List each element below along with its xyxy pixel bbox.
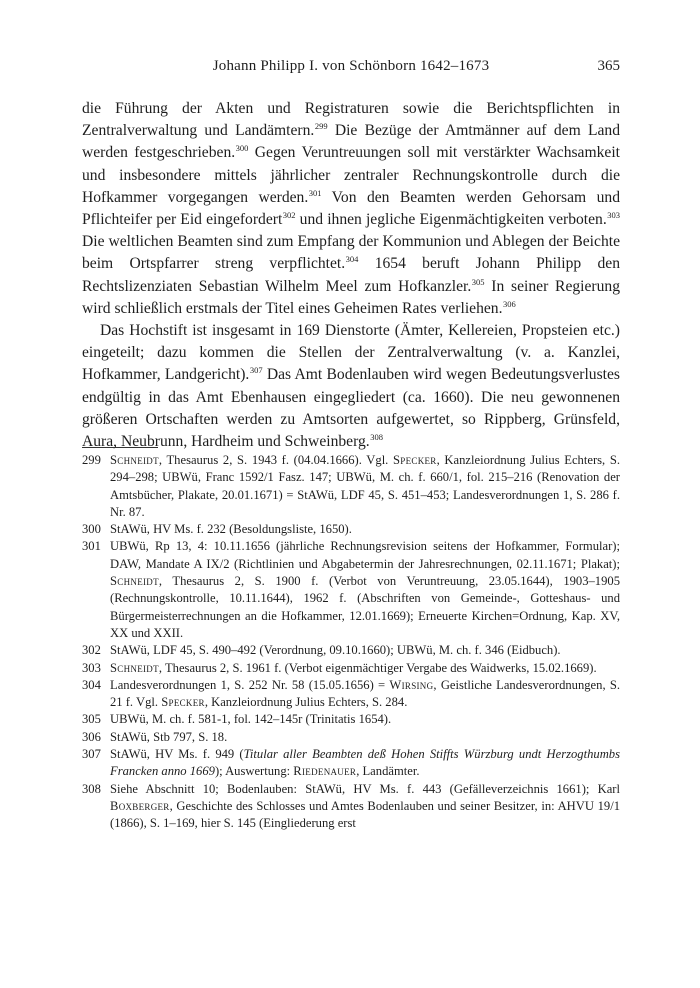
- author-name: Schneidt: [110, 660, 159, 675]
- author-name: Schneidt: [110, 574, 159, 589]
- footnote-ref-300[interactable]: 300: [235, 143, 249, 154]
- text-span: StAWü, HV Ms. f. 232 (Besoldungsliste, 1650).: [110, 522, 352, 537]
- footnote-ref-301[interactable]: 301: [308, 187, 322, 198]
- paragraph-2: [82, 320, 620, 453]
- text-span: die Führung der Akten und Registraturen sowie die Berichtspflichten in Zentralverwaltung und Landämtern.: [82, 100, 620, 140]
- text-span: StAWü, HV Ms. f. 949 (: [110, 747, 244, 762]
- footnote-text: [110, 538, 620, 642]
- text-span: ); Auswertung:: [214, 764, 294, 779]
- footnote-text: [110, 781, 620, 833]
- running-header: [82, 58, 620, 82]
- footnote-number: 306: [82, 729, 101, 744]
- footnote-306: [82, 729, 620, 746]
- paragraph-1: [82, 98, 620, 320]
- footnote-number: 308: [82, 781, 101, 796]
- footnote-text: [110, 521, 620, 538]
- footnote-308: [82, 781, 620, 833]
- footnote-305: [82, 711, 620, 728]
- footnote-text: [110, 452, 620, 521]
- text-span: Das Hochstift ist insgesamt in 169 Dienstorte (Ämter, Kellereien, Propsteien etc.) eingeteilt; dazu kommen die Stellen der Zentralverwaltung (v. a. Kanzlei, Hofkammer, Landgericht).: [82, 322, 620, 384]
- author-name: Riedenauer: [293, 764, 357, 779]
- text-span: , Landämter.: [356, 764, 420, 779]
- author-name: Specker: [393, 453, 437, 467]
- footnote-ref-304[interactable]: 304: [345, 254, 359, 265]
- text-span: , Kanzleiordnung Julius Echters, S. 284.: [204, 695, 408, 710]
- footnote-ref-302[interactable]: 302: [282, 210, 296, 221]
- author-name: Wirsing: [389, 677, 434, 692]
- footnote-ref-308[interactable]: 308: [370, 432, 383, 443]
- footnote-text: [110, 746, 620, 781]
- footnote-number: 303: [82, 660, 101, 675]
- text-span: , Geschichte des Schlosses und Amtes Bodenlauben und seiner Besitzer, in: AHVU 19/1 (1866), S. 1–169, hier S. 145 (Eingliederung erst: [110, 798, 620, 831]
- footnote-text: [110, 711, 620, 728]
- footnote-text: [110, 660, 620, 677]
- footnote-303: [82, 660, 620, 677]
- footnote-301: [82, 538, 620, 642]
- footnote-text: [110, 677, 620, 712]
- text-span: , Kanzleiordnung Julius Echters, S. 294–298; UBWü, Franc 1592/1 Fasz. 147; UBWü, M. ch. f. 660/1, fol. 215–216 (Renovation der Amtsbücher, Plakate, 20.01.1671) = StAWü, LDF 45, S. 451–453; Landesverordnungen 1, S. 286 f. Nr. 87.: [110, 453, 620, 519]
- author-name: Schneidt: [110, 453, 159, 467]
- text-span: In seiner Regierung wird schließlich erstmals der Titel eines Geheimen Rates verliehen.: [82, 277, 621, 317]
- footnote-number: 300: [82, 522, 101, 537]
- text-span: UBWü, M. ch. f. 581-1, fol. 142–145r (Trinitatis 1654).: [110, 712, 392, 727]
- text-span: , Thesaurus 2, S. 1961 f. (Verbot eigenmächtiger Vergabe des Waidwerks, 15.02.1669).: [158, 660, 597, 675]
- footnote-300: [82, 521, 620, 538]
- footnote-number: 304: [82, 677, 101, 692]
- author-name: Boxberger: [110, 798, 170, 813]
- author-name: Specker: [161, 695, 205, 710]
- text-span: Die weltlichen Beamten sind zum Empfang der Kommunion und Ablegen der Beichte beim Ortspfarrer streng verpflichtet.: [82, 233, 620, 273]
- running-title: Johann Philipp I. von Schönborn 1642–1673: [212, 58, 490, 74]
- footnote-number: 302: [82, 643, 101, 658]
- footnote-ref-305[interactable]: 305: [471, 276, 485, 287]
- italic-title: Titular aller Beambten deß Hohen Stiffts Würzburg undt Herzogthumbs Francken anno 1669: [110, 747, 620, 779]
- text-span: Von den Beamten werden Gehorsam und Pflichteifer per Eid eingefordert: [82, 188, 620, 229]
- text-span: UBWü, Rp 13, 4: 10.11.1656 (jährliche Rechnungsrevision seitens der Hofkammer, Formular); DAW, Mandate A IX/2 (Richtlinien und Abgabetermin der Jahresrechnungen, 02.11.1671; Plakat);: [110, 539, 620, 571]
- footnote-ref-299[interactable]: 299: [314, 121, 328, 132]
- page-number: 365: [597, 58, 620, 74]
- text-span: StAWü, Stb 797, S. 18.: [110, 729, 228, 744]
- footnote-number: 299: [82, 453, 101, 467]
- footnote-number: 305: [82, 712, 101, 727]
- text-span: , Thesaurus 2, S. 1943 f. (04.04.1666). Vgl.: [158, 453, 393, 467]
- footnote-ref-307[interactable]: 307: [249, 365, 263, 376]
- footnote-ref-306[interactable]: 306: [503, 298, 516, 309]
- footnote-number: 307: [82, 747, 101, 762]
- footnote-ref-303[interactable]: 303: [607, 210, 620, 221]
- text-span: Siehe Abschnitt 10; Bodenlauben: StAWü, HV Ms. f. 443 (Gefälleverzeichnis 1661); Karl: [110, 781, 620, 796]
- text-span: Das Amt Bodenlauben wird wegen Bedeutungsverlustes endgültig in das Amt Ebenhausen eingegliedert (ca. 1660). Die neu gewonnenen größeren Ortschaften werden zu Amtsorten aufgewertet, so Rippberg, Grünsfeld, Aura, Neubrunn, Hardheim und Schweinberg.: [82, 366, 620, 451]
- footnote-299: [82, 452, 620, 521]
- text-span: Gegen Veruntreuungen soll mit verstärkter Wachsamkeit und insbesondere mittels jährlicher zentraler Rechnungskontrolle durch die Hofkammer vorgegangen werden.: [82, 144, 620, 206]
- text-span: , Geistliche Landesverordnungen, S. 21 f. Vgl.: [110, 677, 621, 710]
- footnote-text: [110, 729, 620, 746]
- footnote-304: [82, 677, 620, 712]
- main-text: [82, 98, 620, 453]
- text-span: Landesverordnungen 1, S. 252 Nr. 58 (15.05.1656) =: [110, 677, 390, 692]
- text-span: und ihnen jegliche Eigenmächtigkeiten verboten.: [295, 211, 607, 229]
- text-span: StAWü, LDF 45, S. 490–492 (Verordnung, 09.10.1660); UBWü, M. ch. f. 346 (Eidbuch).: [110, 643, 561, 658]
- footnote-302: [82, 642, 620, 659]
- footnote-separator: [82, 447, 158, 448]
- text-span: , Thesaurus 2, S. 1900 f. (Verbot von Veruntreuung, 23.05.1644), 1903–1905 (Rechnungskontrolle, 10.11.1644), 1962 f. (Abschriften von Gemeinde-, Gotteshaus- und Bürgermeisterrechnungen an die Hofkammer, 12.01.1669); Erneuerte Kirchen=Ordnung, Kap. XV, XX und XXII.: [110, 574, 620, 640]
- footnote-number: 301: [82, 539, 101, 554]
- footnotes: [82, 452, 620, 833]
- text-span: Die Bezüge der Amtmänner auf dem Land werden festgeschrieben.: [82, 122, 620, 162]
- text-span: 1654 beruft Johann Philipp den Rechtslizenziaten Sebastian Wilhelm Meel zum Hofkanzler.: [82, 255, 620, 295]
- footnote-307: [82, 746, 620, 781]
- footnote-text: [110, 642, 620, 659]
